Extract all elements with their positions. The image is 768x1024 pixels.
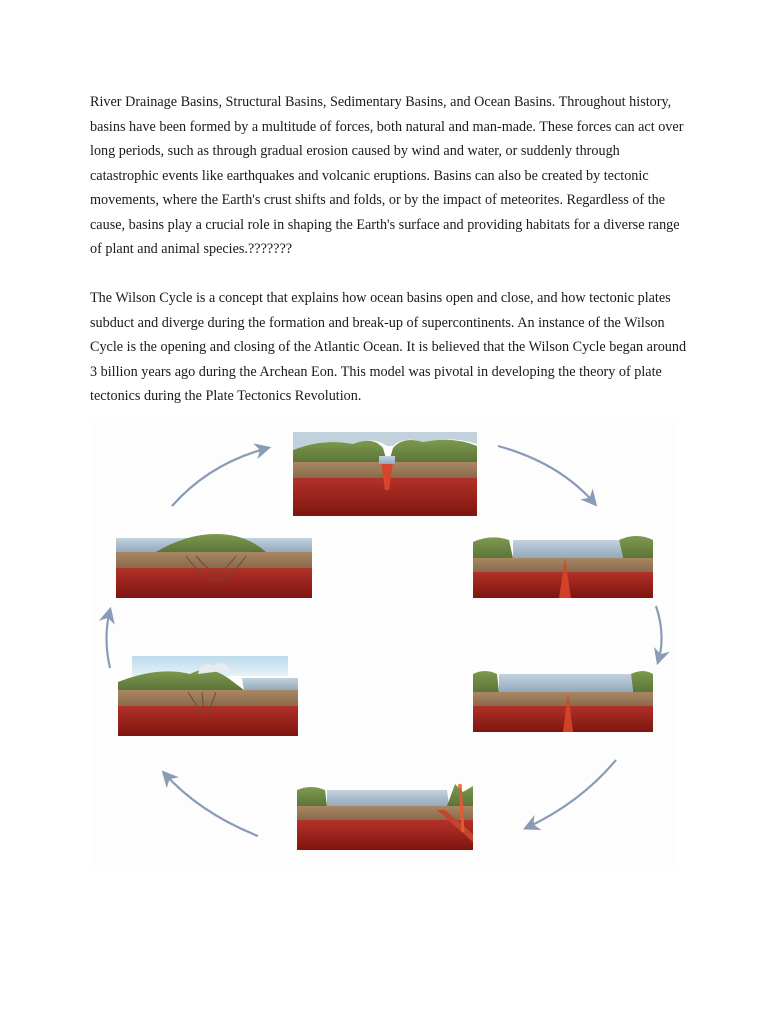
paragraph-wilson-cycle: The Wilson Cycle is a concept that explains how ocean basins open and close, and how tectonic plates subduct and diverge during the formation and break-up of supercontinents. An instance of the Wilson Cycle is the opening and closing of the Atlantic Ocean. It is believed that the Wilson Cycle began around 3 billion years ago during the Archean Eon. This model was pivotal in developing the theory of plate tectonics during the Plate Tectonics Revolution. xyxy=(90,290,687,404)
stage-rifting-block xyxy=(293,432,477,516)
arrow-to-collision xyxy=(164,773,258,836)
arrow-to-subduction xyxy=(526,760,616,828)
stage-young-ocean-block xyxy=(473,536,653,598)
wilson-cycle-diagram xyxy=(90,418,678,870)
stage-continental-collision-block xyxy=(118,656,298,736)
arrow-to-rifting xyxy=(172,448,268,506)
arrow-to-ocean-widening xyxy=(656,606,662,662)
paragraph-basins: River Drainage Basins, Structural Basins, Sedimentary Basins, and Ocean Basins. Throughout history, basins have been formed by a multitude of forces, both natural and man-made. These forces can act over long periods, such as through gradual erosion caused by wind and water, or suddenly through catastrophic events like earthquakes and volcanic eruptions. Basins can also be created by tectonic movements, where the Earth's crust shifts and folds, or by the impact of meteorites. Regardless of the cause, basins play a crucial role in shaping the Earth's surface and providing habitats for a diverse range of plant and animal species.??????? xyxy=(90,94,684,257)
stage-ocean-widening-block xyxy=(473,671,653,732)
arrow-to-young-ocean xyxy=(498,446,595,504)
arrow-to-erosion xyxy=(107,610,111,668)
stage-subduction-block xyxy=(297,784,473,850)
stage-mountain-erosion-block xyxy=(116,534,312,598)
